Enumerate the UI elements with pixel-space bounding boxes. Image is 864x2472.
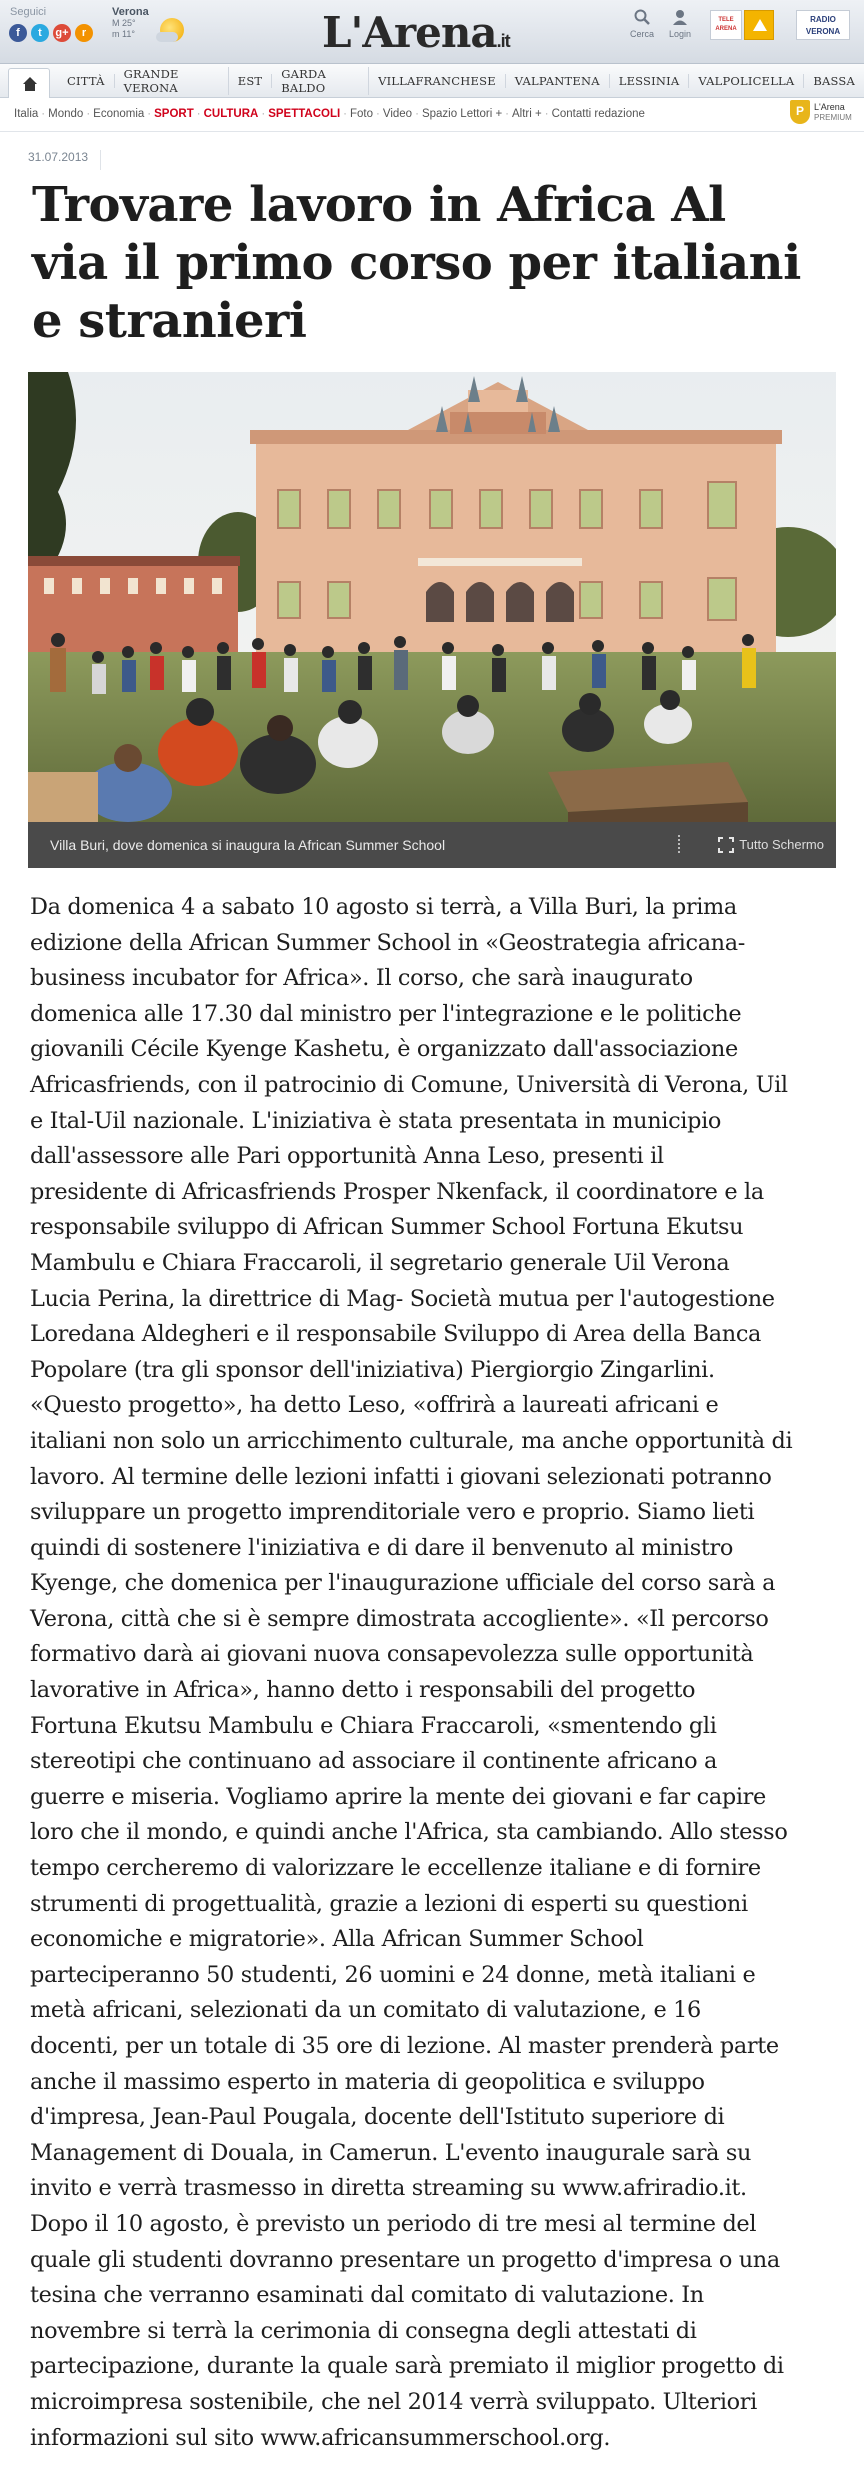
sub-nav-separator: · <box>505 108 510 120</box>
site-header <box>0 0 864 64</box>
sub-nav-separator: · <box>261 108 266 120</box>
sub-nav-separator: · <box>544 108 549 120</box>
article-body-line: economiche e migratorie». Alla African Summer School <box>30 1926 644 1953</box>
article-body-line: Dopo il 10 agosto, è previsto un periodo di tre mesi al termine del <box>30 2210 757 2237</box>
logo-suffix: .it <box>496 31 510 51</box>
rss-icon[interactable]: r <box>75 24 93 42</box>
premium-line-1: L'Arena <box>814 102 845 112</box>
telearena-label-2: ARENA <box>715 26 737 32</box>
article-body <box>30 890 836 2456</box>
section-nav-item[interactable]: GRANDE VERONA <box>115 67 229 95</box>
logo-text: L'Arena <box>322 8 497 57</box>
article-date: 31.07.2013 <box>28 150 101 170</box>
article-body-line: partecipazione, durante la quale sarà premiato il miglior progetto di <box>30 2353 784 2380</box>
article-body-line: quindi di sostenere l'iniziativa e di dare il benvenuto al ministro <box>30 1534 733 1561</box>
article-body-line: parteciperanno 50 studenti, 26 uomini e 24 donne, metà italiani e <box>30 1961 756 1988</box>
article-body-line: giovanili Cécile Kyenge Kashetu, è organizzato dall'associazione <box>30 1036 738 1063</box>
sub-nav-item[interactable]: SPORT <box>154 108 194 120</box>
article-body-line: presidente di Africasfriends Prosper Nkenfack, il coordinatore e la <box>30 1178 764 1205</box>
premium-icon: P <box>790 100 810 124</box>
article-body-line: microimpresa sostenibile, che nel 2014 verrà sviluppato. Ulteriori <box>30 2388 757 2415</box>
article-body-line: informazioni sul sito www.africansummerschool.org. <box>30 2424 611 2451</box>
facebook-icon[interactable]: f <box>9 24 27 42</box>
googleplus-icon[interactable]: g+ <box>53 24 71 42</box>
article-body-line: Da domenica 4 a sabato 10 agosto si terrà, a Villa Buri, la prima <box>30 894 737 920</box>
section-nav-item[interactable]: LESSINIA <box>610 74 690 88</box>
article-body-line: responsabile sviluppo di African Summer School Fortuna Ekutsu <box>30 1214 744 1241</box>
article-body-line: Lucia Perina, la direttrice di Mag- Società mutua per l'autogestione <box>30 1285 775 1312</box>
section-nav-item[interactable]: VILLAFRANCHESE <box>369 74 506 88</box>
weather-min: m 11° <box>112 29 135 39</box>
section-nav-item[interactable]: VALPANTENA <box>506 74 610 88</box>
article-body-line: domenica alle 17.30 dal ministro per l'integrazione e le politiche <box>30 1000 742 1027</box>
sub-nav-separator: · <box>343 108 348 120</box>
section-nav-item[interactable]: GARDA BALDO <box>272 67 369 95</box>
article-title <box>32 176 832 350</box>
sub-nav-item[interactable]: Foto <box>350 108 374 120</box>
article-body-line: metà africani, selezionati da un comitato di valutazione, e 16 <box>30 1997 701 2024</box>
sub-nav-separator: · <box>196 108 201 120</box>
article-body-line: invito e verrà trasmesso in diretta streaming su www.afriradio.it. <box>30 2175 747 2202</box>
fullscreen-icon[interactable] <box>718 837 734 853</box>
sub-nav-separator: · <box>376 108 380 120</box>
social-links <box>9 24 93 42</box>
site-logo[interactable] <box>322 8 510 57</box>
article-body-line: quale gli studenti dovranno presentare un progetto d'impresa o una <box>30 2246 780 2273</box>
article-body-line: Management di Douala, in Camerun. L'evento inaugurale sarà su <box>30 2139 752 2166</box>
article-body-line: Africasfriends, con il patrocinio di Comune, Università di Verona, Uil <box>30 1071 788 1098</box>
sub-nav-item[interactable]: Contatti redazione <box>551 108 645 120</box>
article-body-line: Mambulu e Chiara Fraccaroli, il segretario generale Uil Verona <box>30 1249 730 1276</box>
weather-max: M 25° <box>112 18 136 28</box>
article-body-line: formativo darà ai giovani nuova consapevolezza sulle opportunità <box>30 1641 754 1668</box>
article-body-line: Fortuna Ekutsu Mambulu e Chiara Fraccaroli, «smentendo gli <box>30 1712 717 1739</box>
search-icon <box>633 8 651 26</box>
photo-caption-bar <box>28 822 836 868</box>
fullscreen-button[interactable]: Tutto Schermo <box>739 837 824 852</box>
telearena-logo-icon[interactable] <box>744 10 774 40</box>
section-nav <box>0 64 864 98</box>
article-body-line: sviluppare un progetto imprenditoriale vero e proprio. Siamo lieti <box>30 1499 755 1526</box>
article-body-line: stereotipi che continuano ad associare il continente africano a <box>30 1748 718 1775</box>
article-body-line: loro che il mondo, e quindi anche l'Africa, sta cambiando. Allo stesso <box>30 1819 788 1846</box>
article-body-line: business incubator for Africa». Il corso, che sarà inaugurato <box>30 965 693 992</box>
article-body-line: Loredana Aldegheri e il responsabile Sviluppo di Area della Banca <box>30 1321 762 1348</box>
sub-nav-separator: · <box>415 108 419 120</box>
premium-line-2: PREMIUM <box>814 113 852 122</box>
sub-nav-separator: · <box>41 108 46 120</box>
article-title-line: e stranieri <box>32 293 307 349</box>
follow-label: Seguici <box>10 6 47 18</box>
radio-verona-link[interactable] <box>796 10 850 40</box>
article-body-line: d'impresa, Jean-Paul Pougala, docente dell'Istituto superiore di <box>30 2104 725 2131</box>
article-body-line: Kyenge, che domenica per l'inaugurazione ufficiale del corso sarà a <box>30 1570 776 1597</box>
article-body-line: italiani non solo un arricchimento culturale, ma anche opportunità di <box>30 1427 793 1454</box>
article-body-line: strumenti di progettualità, grazie a lezioni di esperti su questioni <box>30 1890 748 1917</box>
sub-nav-item[interactable]: Italia <box>14 108 39 120</box>
sub-nav-item[interactable]: Altri + <box>512 108 542 120</box>
telearena-label-1: TELE <box>718 17 734 23</box>
sub-nav <box>0 98 864 132</box>
article-body-line: tempo cercheremo di valorizzare le eccellenze italiane e di fornire <box>30 1855 761 1882</box>
article-body-line: docenti, per un totale di 35 ore di lezione. Al master prenderà parte <box>30 2033 779 2059</box>
article-title-line: Trovare lavoro in Africa Al <box>32 177 726 233</box>
article-body-line: «Questo progetto», ha detto Leso, «offrirà a laureati africani e <box>30 1392 719 1419</box>
article-body-line: lavorative in Africa», hanno detto i responsabili del progetto <box>30 1677 696 1704</box>
sub-nav-links <box>14 108 645 120</box>
villa-photo-illustration <box>28 372 836 822</box>
article-title-line: via il primo corso per italiani <box>32 235 801 291</box>
article-body-line: Popolare (tra gli sponsor dell'iniziativa) Piergiorgio Zingarlini. <box>30 1356 715 1383</box>
photo-caption: Villa Buri, dove domenica si inaugura la African Summer School <box>50 837 446 853</box>
article-body-line: e Ital-Uil nazionale. L'iniziativa è stata presentata in municipio <box>30 1107 722 1134</box>
radio-label-2: VERONA <box>805 27 841 36</box>
article-photo[interactable] <box>28 372 836 822</box>
article-body-line: Verona, città che si è sempre dimostrata accogliente». «Il percorso <box>30 1605 769 1632</box>
sub-nav-item[interactable]: Spazio Lettori + <box>421 108 503 120</box>
cloud-icon <box>156 32 178 42</box>
login-button[interactable] <box>662 8 698 39</box>
section-nav-item[interactable]: CITTÀ <box>58 74 115 88</box>
premium-badge[interactable] <box>790 100 860 128</box>
article-body-line: dall'assessore alle Pari opportunità Anna Leso, presenti il <box>30 1143 664 1170</box>
login-label: Login <box>668 29 692 39</box>
section-nav-item[interactable]: EST <box>229 74 273 88</box>
share-dots-icon[interactable] <box>678 835 680 853</box>
sub-nav-item[interactable]: Economia <box>93 108 145 120</box>
sub-nav-item[interactable]: Video <box>382 108 413 120</box>
article-body-line: novembre si terrà la cerimonia di consegna degli attestati di <box>30 2317 697 2344</box>
user-icon <box>671 8 689 26</box>
weather-widget[interactable] <box>112 6 222 58</box>
sub-nav-item[interactable]: SPETTACOLI <box>268 108 341 120</box>
article-body-line: tesina che verranno esaminati dal comitato di valutazione. In <box>30 2282 704 2309</box>
sub-nav-separator: · <box>86 108 91 120</box>
section-nav-item[interactable]: BASSA <box>813 74 855 88</box>
section-nav-item[interactable]: VALPOLICELLA <box>689 74 804 88</box>
sub-nav-separator: · <box>147 108 152 120</box>
article-body-line: lavoro. Al termine delle lezioni infatti i giovani selezionati potranno <box>30 1463 772 1490</box>
sub-nav-item[interactable]: CULTURA <box>203 108 259 120</box>
search-button[interactable] <box>624 8 660 39</box>
article-body-line: guerre e miseria. Vogliamo aprire la mente dei giovani e far capire <box>30 1783 766 1810</box>
search-label: Cerca <box>629 29 654 39</box>
radio-label-1: RADIO <box>810 15 836 24</box>
home-icon[interactable] <box>8 68 50 98</box>
article-body-line: edizione della African Summer School in «Geostrategia africana- <box>30 929 745 956</box>
weather-city: Verona <box>112 6 149 18</box>
sub-nav-item[interactable]: Mondo <box>48 108 84 120</box>
section-list <box>58 64 864 98</box>
article-body-line: anche il massimo esperto in materia di geopolitica e sviluppo <box>30 2068 705 2095</box>
telearena-link[interactable] <box>710 10 742 40</box>
twitter-icon[interactable]: t <box>31 24 49 42</box>
